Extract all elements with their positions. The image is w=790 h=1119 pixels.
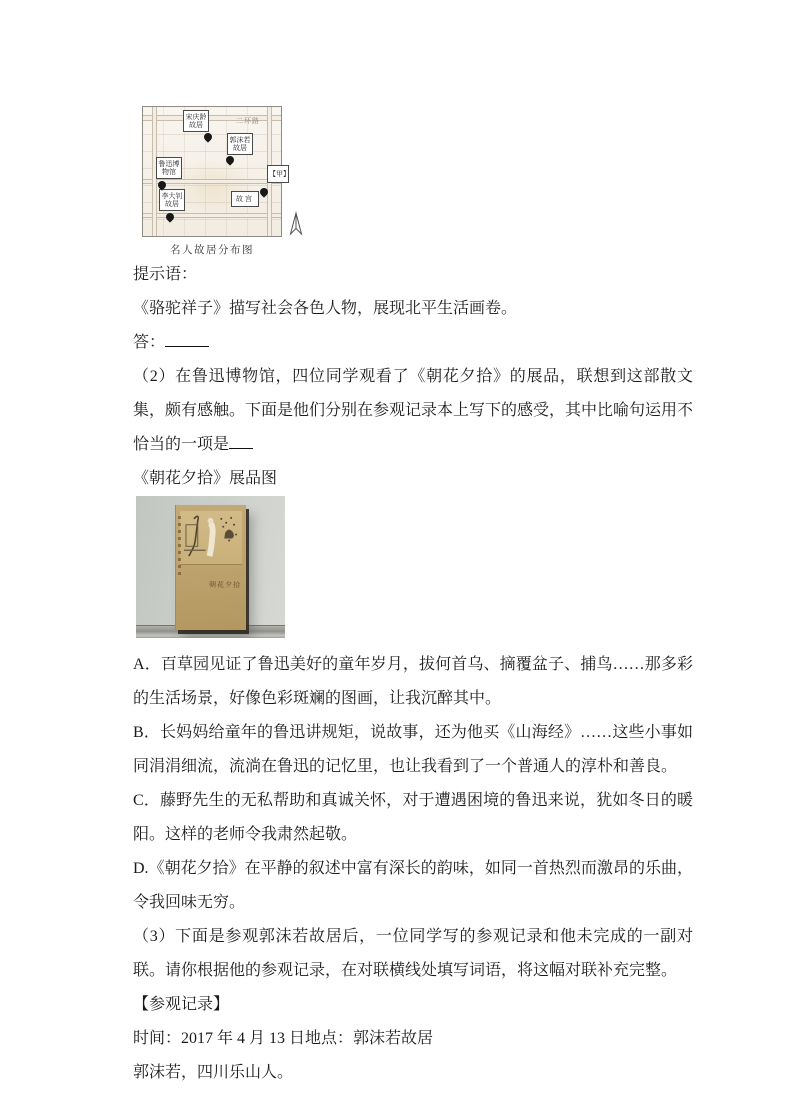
question-3: （3）下面是参观郭沫若故居后，一位同学写的参观记录和他未完成的一副对联。请你根据他的参观记录，在对联横线处填写词语，将这幅对联补充完整。 (133, 928, 693, 979)
visit-record-line1: 时间：2017 年 4 月 13 日地点：郭沫若故居 (133, 1030, 434, 1047)
map-pin-icon (202, 131, 213, 142)
exhibit-caption: 《朝花夕拾》展品图 (133, 470, 278, 487)
map-site-jia-placeholder: 【甲】 (267, 165, 289, 183)
book-title-text: 朝花夕拾 (208, 580, 242, 590)
option-c: C．藤野先生的无私帮助和真诚关怀，对于遭遇困境的鲁迅来说，犹如冬日的暖阳。这样的老师令我肃然起敬。 (133, 792, 693, 843)
map-caption: 名人故居分布图 (170, 245, 254, 256)
book-cover (175, 505, 246, 630)
answer-label: 答： (133, 334, 166, 351)
prompt-label: 提示语： (133, 266, 198, 283)
answer-blank (165, 346, 209, 347)
residence-map-figure (142, 106, 312, 258)
prompt-text: 《骆驼祥子》描写社会各色人物，展现北平生活画卷。 (133, 300, 518, 317)
illustration-sketch (180, 511, 242, 564)
question-2 (133, 360, 693, 462)
spine-text-marks (178, 515, 181, 575)
road-label: 二环路 (236, 117, 260, 125)
visit-record-header: 【参观记录】 (133, 996, 230, 1013)
map-road-top (143, 115, 281, 121)
map-site-forbidden-city: 故宫 (231, 191, 259, 207)
answer-line (133, 326, 693, 360)
question-2-text: （2）在鲁迅博物馆，四位同学观看了《朝花夕拾》的展品，联想到这部散文集，颇有感触。下面是他们分别在参观记录本上写下的感受，其中比喻句运用不恰当的一项是 (133, 368, 694, 453)
book-cover-illustration (180, 511, 242, 565)
map-site-luxun-museum: 鲁迅博物馆 (156, 157, 182, 179)
option-a: A．百草园见证了鲁迅美好的童年岁月，拔何首乌、摘覆盆子、捕鸟……那多彩的生活场景，好像色彩斑斓的图画，让我沉醉其中。 (133, 656, 693, 707)
option-d: D.《朝花夕拾》在平静的叙述中富有深长的韵味，如同一首热烈而激昂的乐曲，令我回味无穷。 (133, 860, 693, 911)
option-b: B．长妈妈给童年的鲁迅讲规矩，说故事，还为他买《山海经》……这些小事如同涓涓细流，流淌在鲁迅的记忆里，也让我看到了一个普通人的淳朴和善良。 (133, 724, 693, 775)
map-canvas (142, 106, 290, 237)
exhibit-photo (136, 496, 285, 638)
map-site-guo-moruo: 郭沫若故居 (227, 133, 253, 155)
map-pin-icon (224, 154, 235, 165)
question-body (133, 258, 693, 1090)
north-arrow-icon (288, 210, 304, 238)
map-road-low (143, 213, 281, 218)
question-2-blank (229, 448, 253, 449)
map-site-li-dazhao: 李大钊故居 (159, 189, 185, 211)
visit-record-line2: 郭沫若，四川乐山人。 (133, 1064, 294, 1081)
map-site-song-qingling: 宋庆龄故居 (183, 110, 209, 132)
